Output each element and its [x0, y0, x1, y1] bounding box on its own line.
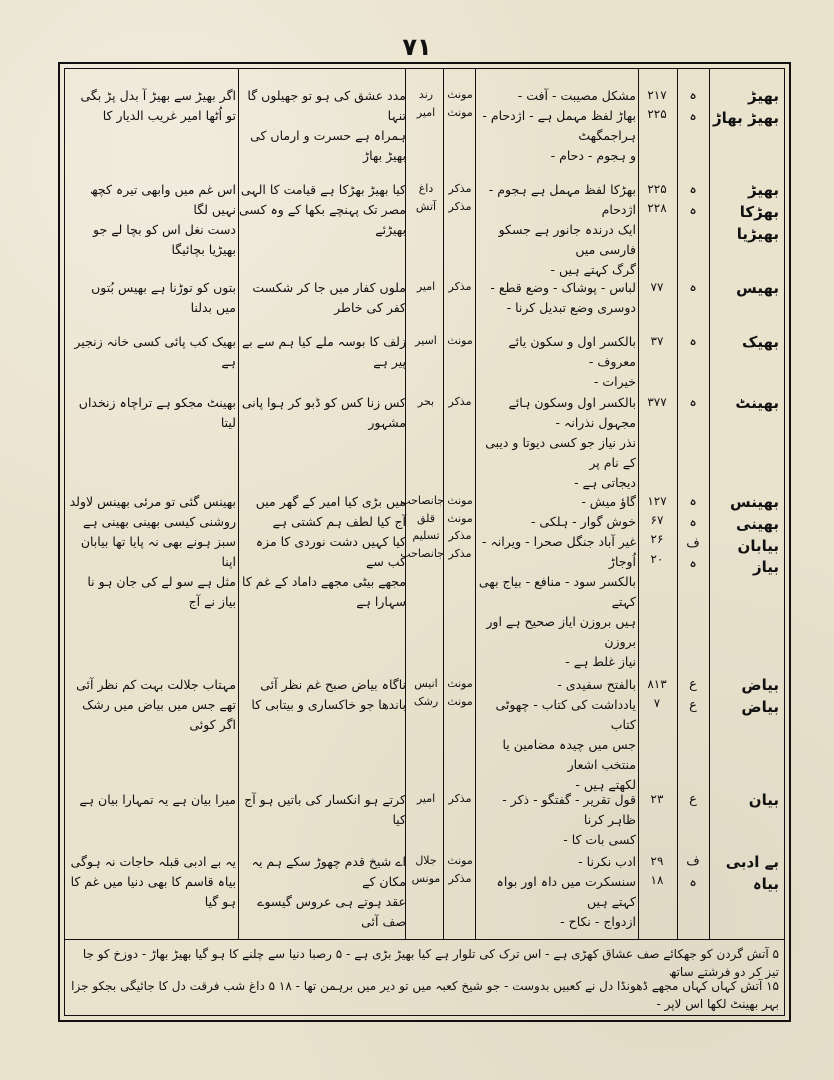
verse-line-one: میں بڑی کیا امیر کے گھر میں آج کیا لطف ہم کشتی ہے کیا کہیں دشت نوردی کا مزہ کب سے مجھے بیٹی مجھے داماد کے غم کا سہارا ہے	[242, 494, 406, 609]
origin-code: ہ	[689, 395, 697, 410]
headword: بیان	[748, 791, 779, 809]
poet: رند امیر	[416, 88, 436, 119]
gender: مذکر	[448, 395, 472, 408]
gender: مونث مونث مذکر مذکر	[447, 494, 473, 560]
headword: بھینس بھینی بیابان بیاز	[730, 493, 779, 577]
headword: بھینٹ	[735, 394, 779, 412]
footnote-separator	[64, 939, 785, 940]
page-number: ۷۱	[402, 33, 432, 61]
verse-line-one: اے شیخ قدم چھوڑ سکے ہم یہ مکان کے عقد ہوتے ہی عروس گیسوے صف آئی	[251, 854, 406, 929]
verse-line-one: کس زنا کس کو ڈبو کر ہوا پانی مشہور	[237, 395, 406, 430]
headword: بے ادبی بیاہ	[725, 853, 779, 893]
meaning: مشکل مصیبت - آفت - بھاڑ لفظ مہمل ہے - اژدحام - ہراجمگھٹ و ہجوم - دحام -	[482, 88, 636, 163]
meaning: بالفتح سفیدی - یادداشت کی کتاب - چھوٹی کتاب جس میں چیدہ مضامین یا منتخب اشعار لکھتے ہیں -	[495, 677, 636, 792]
verse-line-one: مدد عشق کی ہو تو جھیلوں گا تنہا ہمراہ ہے حسرت و ارماں کی بھیڑ بھاڑ	[247, 88, 406, 163]
entry-number: ۲۳	[650, 792, 664, 806]
gender: مونث مونث	[447, 88, 473, 119]
poet: جانصاحب قلق تسلیم جانصاحب	[400, 494, 444, 560]
origin-code: ہ	[689, 334, 697, 349]
headword: بھیس	[736, 279, 779, 297]
origin-code: ہ ہ	[689, 88, 697, 124]
footnote: ۵ آتش گردن کو جھکائے صف عشاق کھڑی ہے - اس ترک کی تلوار ہے کیا بھیڑ بڑی ہے - ۵ رصبا دنیا سے چلنے کا ہو گیا بھیڑ بھاڑ - دوزخ کو جا تیز کر دو فرشتے ساتھ	[82, 947, 779, 979]
origin-code: ع	[689, 792, 697, 807]
meaning: ادب نکرنا - سنسکرت میں داہ اور بواہ کہتے ہیں ازدواج - نکاح -	[496, 854, 636, 929]
entry-number: ۱۲۷ ۶۷ ۲۶ ۲۰	[647, 494, 667, 566]
verse-line-two: اس غم میں وابھی تیرہ کچھ نہیں لگا دست نغل اس کو بچا لے جو بھیڑیا بچائیگا	[90, 182, 236, 257]
verse-line-one: ملوں کفار میں جا کر شکست کفر کی خاطر	[248, 280, 406, 315]
headword: بھیک	[741, 333, 779, 351]
poet: بحر	[417, 395, 435, 408]
meaning: لباس - پوشاک - وضع قطع - دوسری وضع تبدیل کرنا -	[490, 280, 636, 315]
origin-code: ہ	[689, 280, 697, 295]
verse-line-two: بھینٹ مجکو ہے تراچاہ زنخداں لیتا	[74, 395, 236, 430]
entry-number: ۸۱۳ ۷	[647, 677, 667, 711]
meaning: قول تقریر - گفتگو - ذکر - ظاہر کرنا کسی بات کا -	[502, 792, 636, 847]
entry-number: ۷۷	[650, 280, 664, 294]
verse-line-one: کرتے ہو انکسار کی باتیں ہو آج کیا	[240, 792, 406, 827]
meaning: بالکسر اول و سکون یائے معروف - خیرات -	[508, 334, 636, 389]
verse-line-one: ناگاہ بیاض صبح غم نظر آئی باندھا جو خاکساری و بیتابی کا	[251, 677, 406, 712]
headword: بیاض بیاض	[741, 676, 779, 716]
verse-line-two: بھیک کب پائی کسی خانہ زنجیر ہے	[70, 334, 236, 369]
footnote: ۱۵ آتش کہاں کہاں مجھے ڈھونڈا دل نے کعبیں بدوست - جو شیخ کعبہ میں تو دیر میں برہمن تھا - ۱۸ ۵ داغ شب فرقت دل کا جائیگی بجکو جزا بہر بھینٹ لکھا اس لاپر -	[71, 979, 779, 1011]
headword: بھیڑ بھڑکا بھیڑیا	[736, 181, 779, 243]
gender: مونث مونث	[447, 677, 473, 708]
meaning: بالکسر اول وسکون ہائے مجہول نذرانہ - نذر نیاز جو کسی دیوتا و دیبی کے نام پر دیجاتی ہے -	[485, 395, 636, 490]
verse-line-two: میرا بیان ہے یہ تمہارا بیان ہے	[79, 792, 236, 807]
poet: اسیر	[415, 334, 437, 347]
entry-number: ۳۷	[650, 334, 664, 348]
headword: بھیڑ بھیڑ بھاڑ	[712, 87, 779, 127]
verse-line-two: اگر بھیڑ سے بھیڑ آ بدل پڑ بگی تو اُٹھا امیر غریب الدیار کا	[80, 88, 236, 123]
poet: انیس رشک	[413, 677, 439, 708]
column-divider	[677, 68, 678, 939]
entry-number: ۲۹ ۱۸	[650, 854, 664, 888]
meaning: گاؤ میش - خوش گوار - ہلکی - غیر آباد جنگل صحرا - ویرانہ - اُوجاڑ بالکسر سود - منافع - بیاج بھی کہتے ہیں بروزن ایاز صحیح ہے اور بروزن نیاز غلط ہے -	[478, 494, 636, 669]
verse-line-two: یہ بے ادبی قبلہ حاجات نہ ہوگی بیاہ قاسم کا بھی دنیا میں غم کا ہو گیا	[70, 854, 236, 909]
gender: مذکر	[448, 280, 472, 293]
entry-number: ۲۲۵ ۲۲۸	[647, 182, 667, 216]
poet: داغ آتش	[415, 182, 437, 213]
origin-code: ہ ہ ف ہ	[686, 494, 700, 572]
entry-number: ۲۱۷ ۲۲۵	[647, 88, 667, 122]
origin-code: ع ع	[689, 677, 697, 713]
origin-code: ف ہ	[686, 854, 700, 890]
gender: مونث مذکر	[447, 854, 473, 885]
poet: جلال مونس	[411, 854, 441, 885]
verse-line-two: بھینس گئی تو مرئی بھینس لاولد روشنی کیسی بھینی بھینی ہے سبز ہونے بھی نہ پایا تھا بیابان اپنا مثل ہے سو لے کی جان ہو نا بیاز نے آج	[69, 494, 236, 609]
origin-code: ہ ہ	[689, 182, 697, 218]
gender: مونث	[447, 334, 473, 347]
poet: امیر	[416, 280, 436, 293]
gender: مذکر مذکر	[448, 182, 472, 213]
verse-line-one: زلف کا بوسہ ملے کیا ہم سے بے پیر ہے	[237, 334, 406, 369]
verse-line-two: مہتاب جلالت بہت کم نظر آئی تھے جس میں بیاض میں رشک اگر کوئی	[76, 677, 236, 732]
poet: امیر	[416, 792, 436, 805]
verse-line-two: بتوں کو توڑنا ہے بھیس بُتوں میں بدلنا	[87, 280, 236, 315]
verse-line-one: کیا بھیڑ بھڑکا ہے قیامت کا الہی مصر تک پہنچے بکھا کے وہ کسی بھیڑئے	[238, 182, 406, 237]
meaning: بھڑکا لفظ مہمل ہے ہجوم - اژدحام ایک درندہ جانور ہے جسکو فارسی میں گرگ کہتے ہیں -	[488, 182, 636, 277]
gender: مذکر	[448, 792, 472, 805]
entry-number: ۳۷۷	[647, 395, 667, 409]
